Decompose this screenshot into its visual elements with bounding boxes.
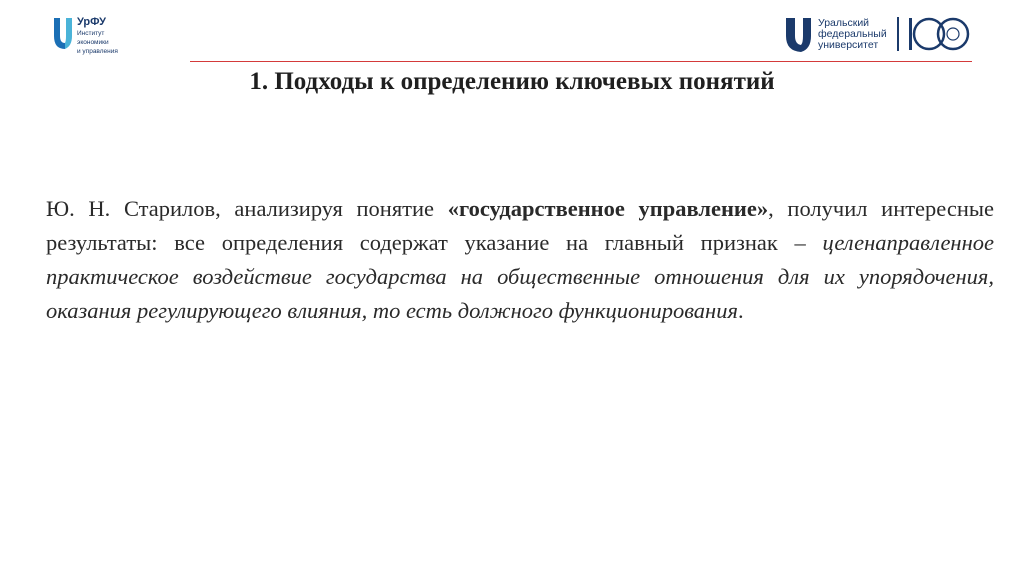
urfu-u-icon bbox=[784, 14, 814, 54]
urfu-university-logo bbox=[784, 12, 971, 56]
left-logo-subtitle-2: экономики bbox=[77, 39, 109, 46]
right-logo-line-2: федеральный bbox=[818, 27, 887, 40]
left-logo-brand: УрФУ bbox=[77, 16, 106, 28]
right-logo-line-1: Уральский bbox=[818, 16, 870, 29]
paragraph-bold-term: «государственное управление» bbox=[447, 196, 769, 221]
left-logo-subtitle-1: Институт bbox=[77, 30, 105, 37]
urfu-institute-logo bbox=[52, 16, 152, 56]
paragraph-italic-definition: целенаправленное практическое воздействие государства на общественные отношения для их упорядочения, оказания регулирующего влияния, то есть должного функционирования bbox=[46, 230, 994, 323]
left-logo-subtitle-3: и управления bbox=[77, 48, 118, 55]
slide-title: 1. Подходы к определению ключевых понятий bbox=[249, 68, 775, 95]
right-logo-line-3: университет bbox=[818, 38, 879, 51]
slide-paragraph bbox=[46, 192, 994, 328]
paragraph-text-1: Ю. Н. Старилов, анализируя понятие bbox=[46, 196, 448, 221]
urfu-u-icon bbox=[52, 16, 74, 52]
header-divider bbox=[190, 61, 972, 62]
paragraph-end: . bbox=[737, 298, 744, 323]
anniversary-100-icon bbox=[907, 14, 971, 54]
paragraph-text-2: , получил интересные результаты: все определения содержат указание на главный признак – bbox=[46, 196, 994, 255]
logo-separator bbox=[897, 17, 899, 51]
